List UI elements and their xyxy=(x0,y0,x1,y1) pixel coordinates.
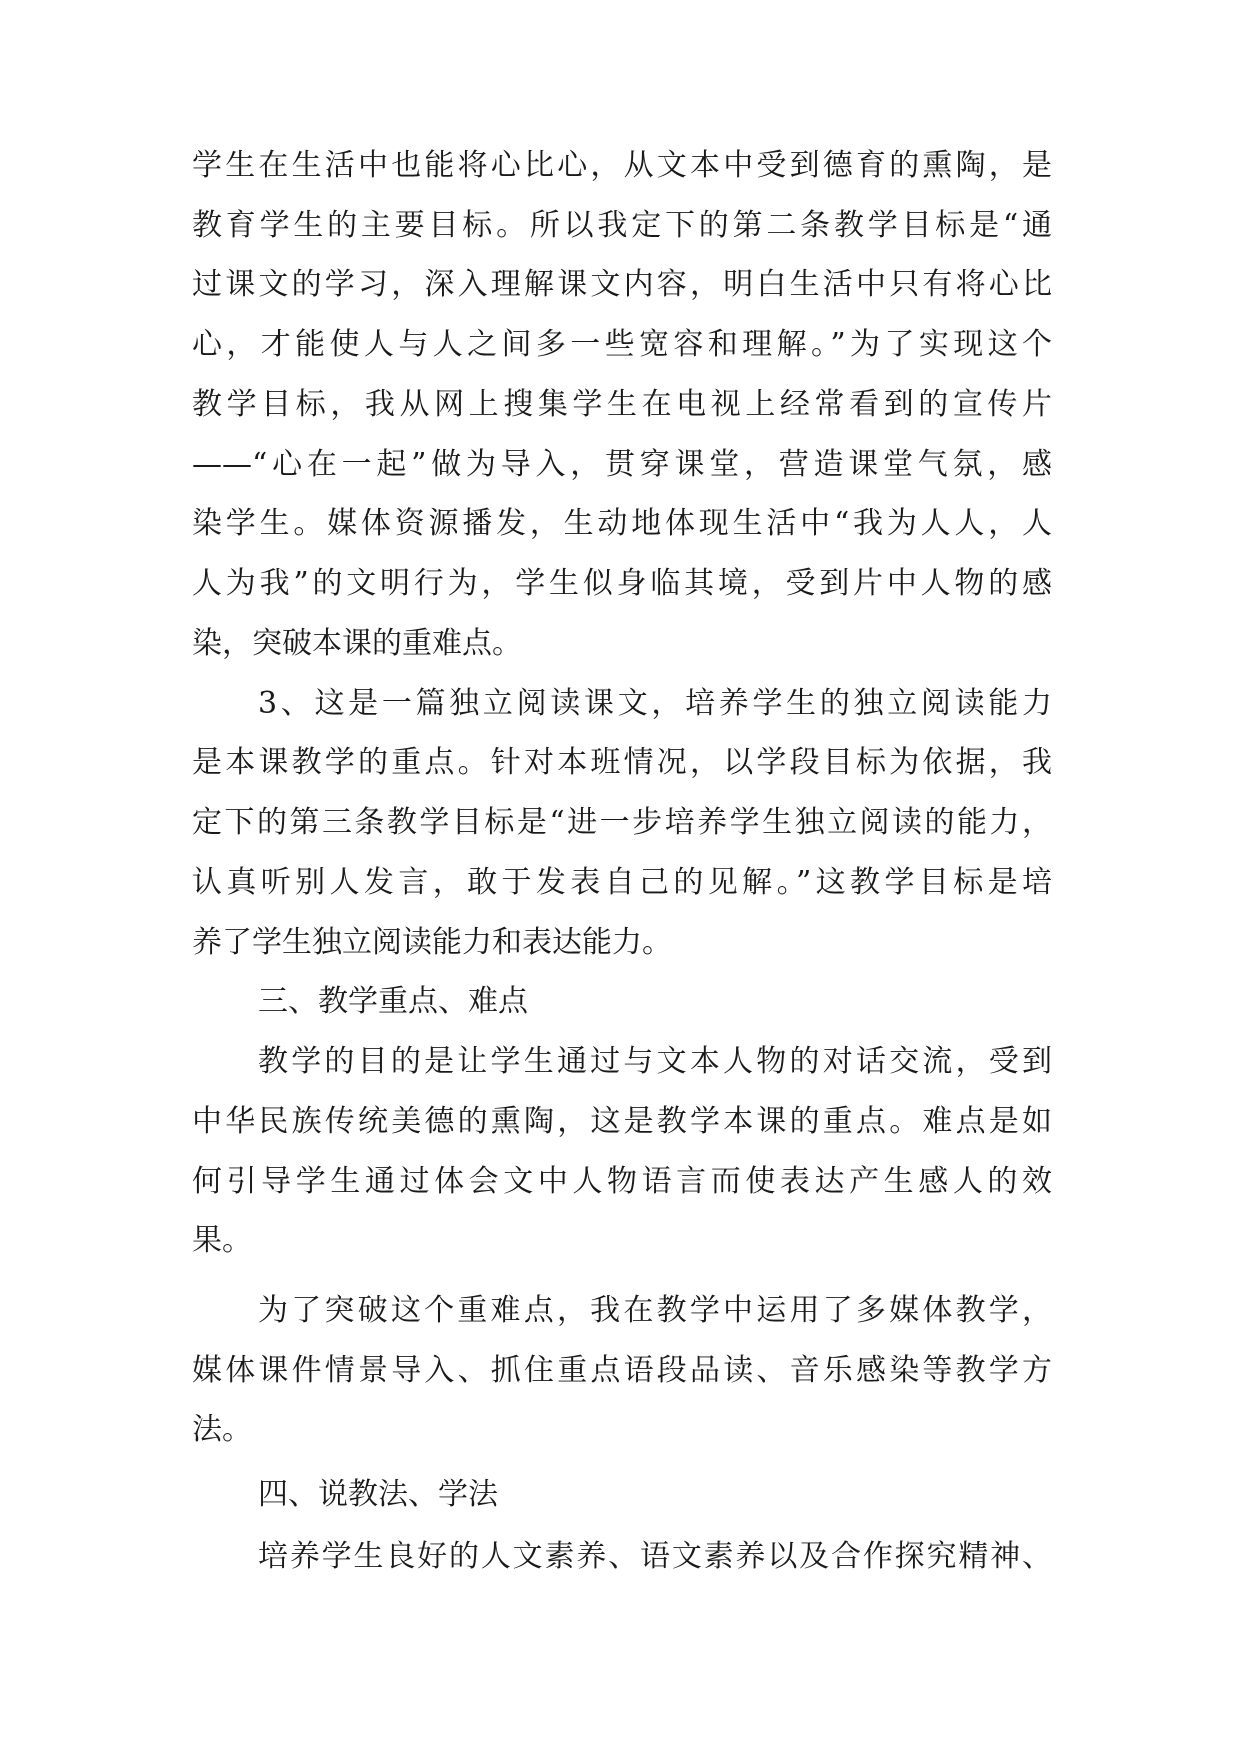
text-line: 何引导学生通过体会文中人物语言而使表达产生感人的效 xyxy=(192,1164,1052,1199)
text-line: 定下的第三条教学目标是“进一步培养学生独立阅读的能力， xyxy=(192,805,1052,840)
text-line: ——“心在一起”做为导入，贯穿课堂，营造课堂气氛，感 xyxy=(192,447,1052,482)
text-line: 教育学生的主要目标。所以我定下的第二条教学目标是“通 xyxy=(192,208,1052,243)
text-line: 人为我”的文明行为，学生似身临其境，受到片中人物的感 xyxy=(192,566,1052,601)
text-line: 心，才能使人与人之间多一些宽容和理解。”为了实现这个 xyxy=(192,327,1052,362)
section-heading: 四、说教法、学法 xyxy=(258,1477,498,1512)
text-line: 法。 xyxy=(192,1412,252,1447)
text-line: 为了突破这个重难点，我在教学中运用了多媒体教学， xyxy=(258,1293,1052,1328)
text-line: 认真听别人发言，敢于发表自己的见解。”这教学目标是培 xyxy=(192,865,1052,900)
text-line: 染学生。媒体资源播发，生动地体现生活中“我为人人，人 xyxy=(192,506,1052,541)
text-line: 过课文的学习，深入理解课文内容，明白生活中只有将心比 xyxy=(192,267,1052,302)
section-heading: 三、教学重点、难点 xyxy=(258,984,528,1019)
text-line: 果。 xyxy=(192,1223,252,1258)
text-line: 学生在生活中也能将心比心，从文本中受到德育的熏陶，是 xyxy=(192,148,1052,183)
text-line: 教学目标，我从网上搜集学生在电视上经常看到的宣传片 xyxy=(192,387,1052,422)
text-line: 教学的目的是让学生通过与文本人物的对话交流，受到 xyxy=(258,1044,1052,1079)
text-line: 培养学生良好的人文素养、语文素养以及合作探究精神、 xyxy=(258,1539,1052,1574)
text-line: 养了学生独立阅读能力和表达能力。 xyxy=(192,925,672,960)
text-line: 染，突破本课的重难点。 xyxy=(192,626,522,661)
text-line: 3、这是一篇独立阅读课文，培养学生的独立阅读能力 xyxy=(258,686,1052,721)
text-line: 媒体课件情景导入、抓住重点语段品读、音乐感染等教学方 xyxy=(192,1353,1052,1388)
text-line: 中华民族传统美德的熏陶，这是教学本课的重点。难点是如 xyxy=(192,1104,1052,1139)
text-line: 是本课教学的重点。针对本班情况，以学段目标为依据，我 xyxy=(192,745,1052,780)
